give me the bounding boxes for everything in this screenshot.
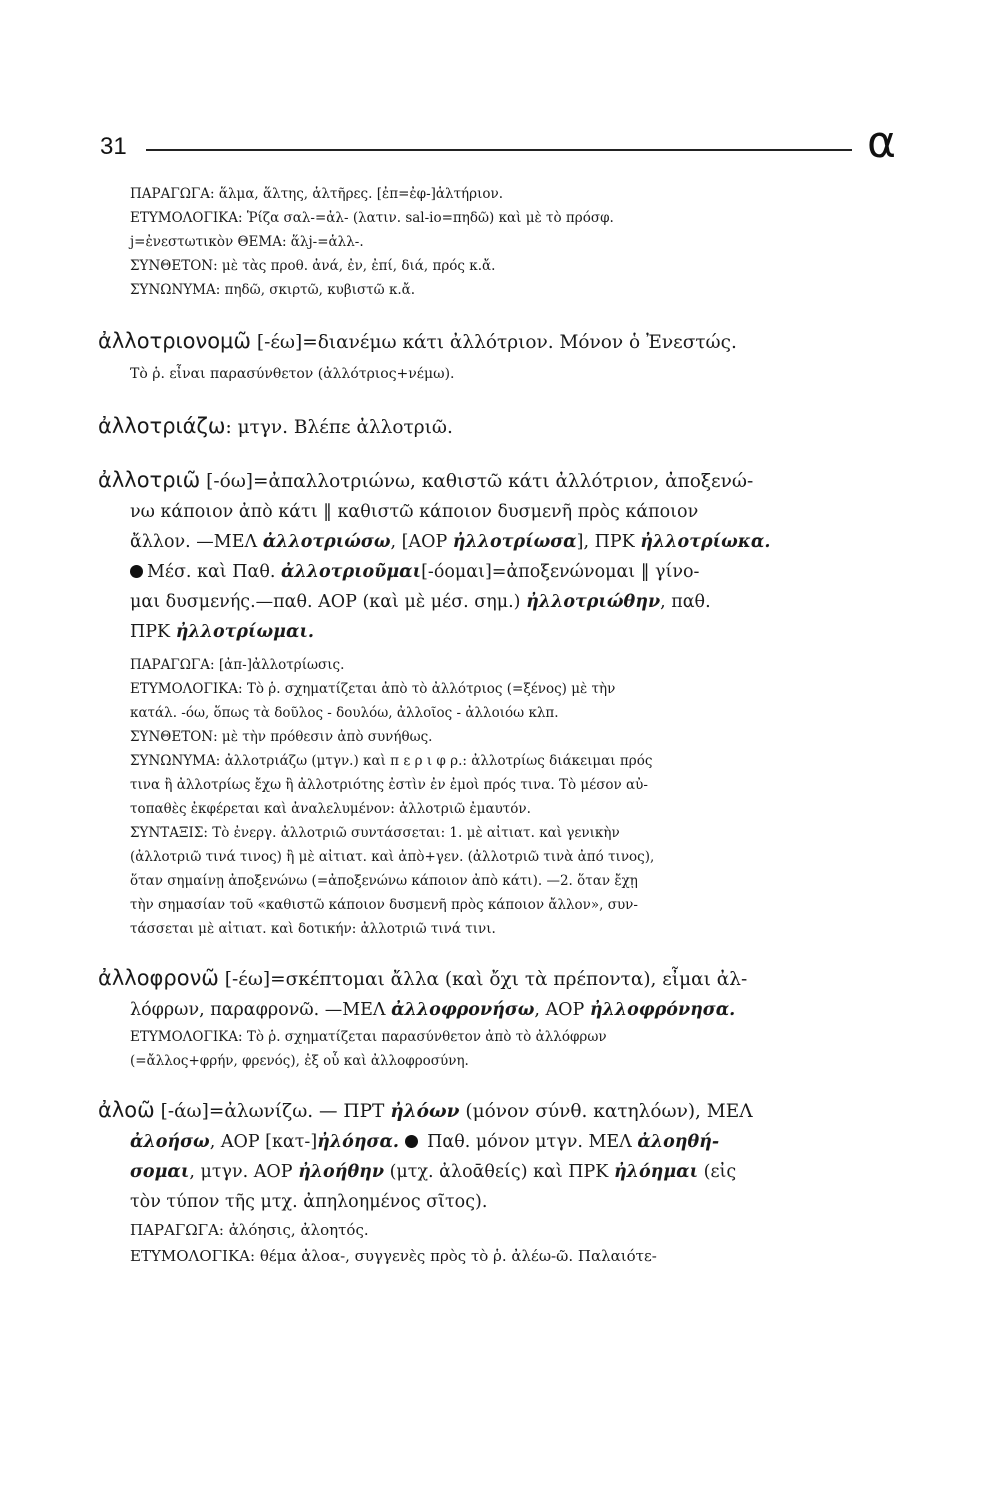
- entry-allotriazo: [98, 411, 895, 443]
- lemma-form: [-άω]: [154, 1101, 209, 1122]
- entry-notes: [130, 653, 895, 941]
- intro-notes: [130, 182, 895, 302]
- form-run: ἠλλοτρίωμαι.: [175, 622, 315, 642]
- entry-line: ΕΤΥΜΟΛΟΓΙΚΑ: θέμα ἀλοα-, συγγενὲς πρὸς τὸ ῥ. ἀλέω-ῶ. Παλαιότε-: [130, 1247, 657, 1265]
- entry-note: [98, 358, 895, 389]
- lemma-form: [-όω]: [200, 471, 254, 492]
- form-run: ἠλλοφρόνησα.: [589, 1000, 736, 1020]
- section-letter: α: [866, 117, 896, 168]
- note-line: ΣΥΝΩΝΥΜΑ: πηδῶ, σκιρτῶ, κυβιστῶ κ.ἄ.: [130, 282, 416, 298]
- note-line: ΣΥΝΘΕΤΟΝ: μὲ τὴν πρόθεσιν ἀπὸ συνήθως.: [130, 729, 433, 745]
- entry-line: [130, 617, 895, 647]
- form-run: ἀλλοτριοῦμαι: [280, 562, 422, 582]
- text-run: , ΑΟΡ: [534, 1000, 590, 1020]
- form-run: ἀλλοτριώσω: [262, 532, 391, 552]
- entry-body: [98, 995, 895, 1073]
- form-run: ἠλλοτρίωκα.: [640, 532, 771, 552]
- entry-line: [130, 557, 895, 587]
- text-run: ], ΠΡΚ: [576, 532, 641, 552]
- entry-line: [130, 1157, 895, 1187]
- text-run: , μτγν. ΑΟΡ: [189, 1162, 299, 1182]
- entry-aloo: [98, 1095, 895, 1269]
- note-line: τινα ἢ ἀλλοτρίως ἔχω ἢ ἀλλοτριότης ἐστὶν ἐν ἐμοὶ πρός τινα. Τὸ μέσον αὐ-: [130, 777, 648, 793]
- note-line: ΣΥΝΤΑΞΙΣ: Τὸ ἐνεργ. ἀλλοτριῶ συντάσσεται: 1. μὲ αἰτιατ. καὶ γενικὴν: [130, 825, 620, 841]
- note-line: Τὸ ῥ. εἶναι παρασύνθετον (ἀλλότριος+νέμω).: [130, 366, 455, 382]
- note-line: τοπαθὲς ἐκφέρεται καὶ ἀναλελυμένον: ἀλλοτριῶ ἐμαυτόν.: [130, 801, 531, 817]
- bullet-icon: [405, 1135, 418, 1148]
- entry-line: νω κάποιον ἀπὸ κάτι ‖ καθιστῶ κάποιον δυσμενῆ πρὸς κάποιον: [130, 502, 699, 522]
- text-run: (μόνον σύνθ. κατηλόων), ΜΕΛ: [459, 1101, 753, 1122]
- form-run: ἀλοήσω: [130, 1132, 210, 1152]
- entry-line: [130, 527, 895, 557]
- text-run: (εἰς: [698, 1162, 737, 1182]
- entry-allotrionomo: [98, 326, 895, 389]
- text-run: , παθ.: [660, 592, 711, 612]
- definition: =σκέπτομαι ἄλλα (καὶ ὄχι τὰ πρέποντα), εἶμαι ἀλ-: [270, 969, 748, 990]
- lemma: ἀλλοτριῶ: [98, 468, 201, 492]
- lemma: ἀλλοτριάζω: [98, 414, 226, 438]
- lemma-form: [-έω]: [251, 332, 303, 353]
- definition: =ἀπαλλοτριώνω, καθιστῶ κάτι ἀλλότριον, ἀποξενώ-: [253, 471, 754, 492]
- text-run: ΠΡΚ: [130, 622, 176, 642]
- note-line: ΠΑΡΑΓΩΓΑ: ἅλμα, ἅλτης, ἁλτῆρες. [ἐπ=ἐφ-]ἁλτήριον.: [130, 186, 503, 202]
- header-rule: [146, 149, 852, 151]
- entry-line: [98, 326, 895, 358]
- text-run: Παθ. μόνον μτγν. ΜΕΛ: [421, 1132, 638, 1152]
- note-line: (=ἄλλος+φρήν, φρενός), ἐξ οὗ καὶ ἀλλοφροσύνη.: [130, 1053, 469, 1069]
- entry-line: ΠΑΡΑΓΩΓΑ: ἀλόησις, ἀλοητός.: [130, 1221, 369, 1239]
- form-run: ἀλλοφρονήσω: [391, 1000, 535, 1020]
- entry-allofrono: [98, 963, 895, 1073]
- note-line: j=ἐνεστωτικὸν ΘΕΜΑ: ἅλj-=ἁλλ-.: [130, 234, 364, 250]
- text-run: [-όομαι]=ἀποξενώνομαι ‖ γίνο-: [421, 562, 700, 582]
- bullet-icon: [130, 565, 143, 578]
- page-number: 31: [100, 133, 127, 160]
- entry-allotrio: [98, 465, 895, 941]
- form-run: ἠλόων: [390, 1101, 460, 1122]
- note-line: ΕΤΥΜΟΛΟΓΙΚΑ: Τὸ ῥ. σχηματίζεται παρασύνθετον ἀπὸ τὸ ἀλλόφρων: [130, 1029, 607, 1045]
- form-run: ἠλόημαι: [613, 1162, 699, 1182]
- note-line: (ἀλλοτριῶ τινά τινος) ἢ μὲ αἰτιατ. καὶ ἀπὸ+γεν. (ἀλλοτριῶ τινὰ ἀπό τινος),: [130, 849, 655, 865]
- text-run: =ἀλωνίζω. — ΠΡΤ: [208, 1101, 391, 1122]
- text-run: λόφρων, παραφρονῶ. —ΜΕΛ: [130, 1000, 392, 1020]
- note-line: τάσσεται μὲ αἰτιατ. καὶ δοτικήν: ἀλλοτριῶ τινά τινι.: [130, 921, 496, 937]
- entry-body: [98, 497, 895, 941]
- entry-line: [98, 411, 895, 443]
- entry-line: [98, 1095, 895, 1127]
- entry-line: [98, 963, 895, 995]
- lemma: ἀλλοτριονομῶ: [98, 329, 251, 353]
- page-header: [100, 117, 900, 175]
- form-run: ἠλοήθην: [298, 1162, 384, 1182]
- text-run: μαι δυσμενής.—παθ. ΑΟΡ (καὶ μὲ μέσ. σημ.): [130, 592, 527, 612]
- note-line: ΣΥΝΩΝΥΜΑ: ἀλλοτριάζω (μτγν.) καὶ π ε ρ ι φ ρ.: ἀλλοτρίως διάκειμαι πρός: [130, 753, 653, 769]
- note-line: ΣΥΝΘΕΤΟΝ: μὲ τὰς προθ. ἀνά, ἐν, ἐπί, διά, πρός κ.ἄ.: [130, 258, 496, 274]
- entry-line: [130, 995, 895, 1025]
- form-run: ἠλόησα.: [317, 1132, 400, 1152]
- note-line: ΠΑΡΑΓΩΓΑ: [ἀπ-]ἀλλοτρίωσις.: [130, 657, 345, 673]
- text-run: (μτχ. ἀλοᾱθείς) καὶ ΠΡΚ: [384, 1162, 614, 1182]
- text-run: , [ΑΟΡ: [390, 532, 453, 552]
- entry-line: [130, 587, 895, 617]
- note-line: ὅταν σημαίνῃ ἀποξενώνω (=ἀποξενώνω κάποιον ἀπὸ κάτι). —2. ὅταν ἔχῃ: [130, 873, 638, 889]
- definition: =διανέμω κάτι ἀλλότριον. Μόνον ὁ Ἐνεστώς.: [302, 332, 737, 353]
- entry-line: [98, 465, 895, 497]
- entry-notes: [130, 1025, 895, 1073]
- lemma-form: [-έω]: [218, 969, 271, 990]
- text-run: ἄλλον. —ΜΕΛ: [130, 532, 263, 552]
- note-line: τὴν σημασίαν τοῦ «καθιστῶ κάποιον δυσμενῆ πρὸς κάποιον ἄλλον», συν-: [130, 897, 638, 913]
- form-run: ἠλλοτρίωσα: [452, 532, 577, 552]
- entry-body: [98, 1127, 895, 1269]
- page-content: [98, 182, 895, 1291]
- text-run: , ΑΟΡ [κατ-]: [209, 1132, 318, 1152]
- note-line: ΕΤΥΜΟΛΟΓΙΚΑ: Ῥίζα σαλ-=ἀλ- (λατιν. sal-io=πηδῶ) καὶ μὲ τὸ πρόσφ.: [130, 210, 614, 226]
- entry-line: τὸν τύπον τῆς μτχ. ἀπηλοημένος σῖτος).: [130, 1192, 488, 1212]
- note-line: ΕΤΥΜΟΛΟΓΙΚΑ: Τὸ ῥ. σχηματίζεται ἀπὸ τὸ ἀλλότριος (=ξένος) μὲ τὴν: [130, 681, 616, 697]
- text-run: Μέσ. καὶ Παθ.: [147, 562, 281, 582]
- lemma: ἀλοῶ: [98, 1098, 155, 1122]
- definition: : μτγν. Βλέπε ἀλλοτριῶ.: [225, 417, 453, 438]
- note-line: κατάλ. -όω, ὅπως τὰ δοῦλος - δουλόω, ἀλλοῖος - ἀλλοιόω κλπ.: [130, 705, 559, 721]
- entry-line: [130, 1127, 895, 1157]
- lemma: ἀλλοφρονῶ: [98, 966, 219, 990]
- form-run: σομαι: [130, 1162, 190, 1182]
- form-run: ἠλλοτριώθην: [526, 592, 661, 612]
- form-run: ἀλοηθή-: [637, 1132, 720, 1152]
